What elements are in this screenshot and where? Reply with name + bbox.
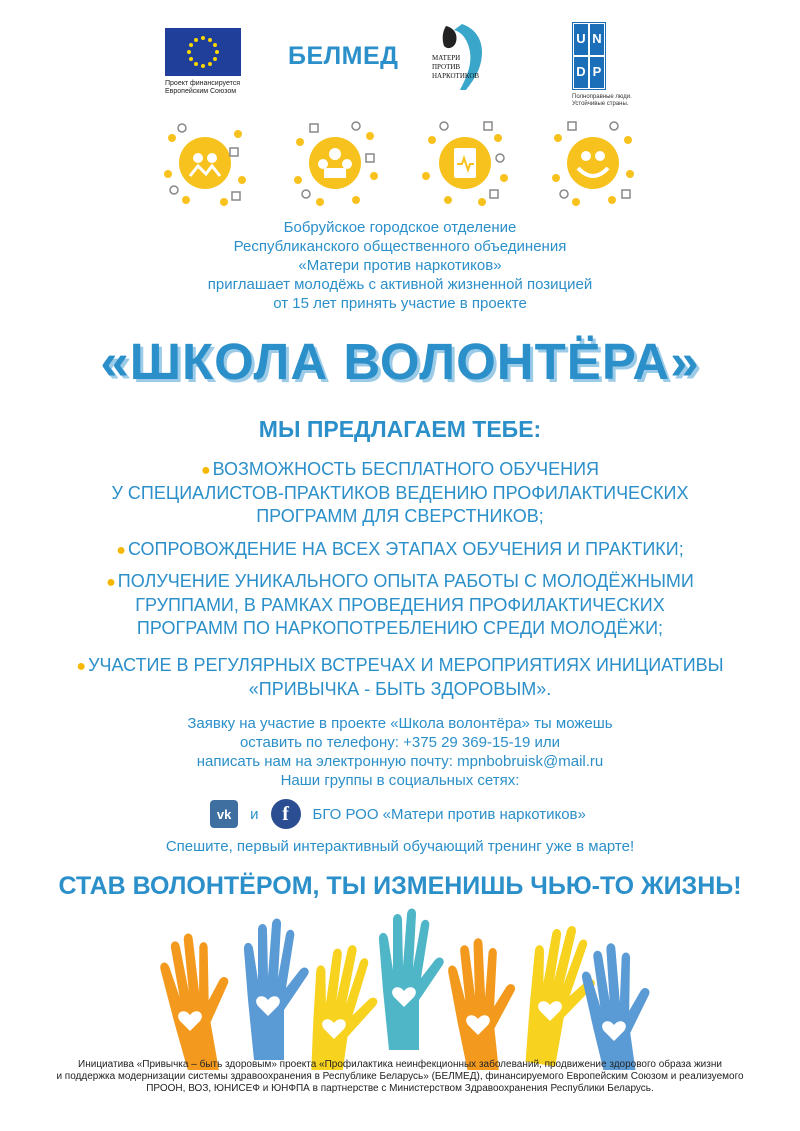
- contact-line: Наши группы в социальных сетях:: [280, 772, 520, 789]
- social-group-name[interactable]: БГО РОО «Матери против наркотиков»: [312, 805, 586, 823]
- bullet-icon: ●: [200, 462, 211, 479]
- footer-line: Инициатива «Привычка – быть здоровым» проекта «Профилактика неинфекционных заболеваний, продвижение здорового образа жизни: [78, 1059, 722, 1070]
- hand-orange-icon: [155, 928, 243, 1070]
- offer-text: ПОЛУЧЕНИЕ УНИКАЛЬНОГО ОПЫТА РАБОТЫ С МОЛОДЁЖНЫМИ: [117, 571, 694, 591]
- hand-orange-icon: [445, 935, 524, 1070]
- offer-item: [0, 458, 800, 528]
- bullet-icon: ●: [76, 658, 87, 675]
- bullet-icon: ●: [106, 574, 116, 591]
- contact-email-line: написать нам на электронную почту: mpnbobruisk@mail.ru: [196, 753, 604, 770]
- healthy-lifestyle-icon: [160, 118, 250, 208]
- social-and: и: [250, 805, 259, 823]
- undp-caption-line: Полноправные люди.: [572, 94, 632, 100]
- contact-info: [0, 714, 800, 790]
- offer-line: [0, 570, 800, 594]
- hand-blue-icon: [244, 918, 309, 1060]
- undp-logo: [572, 22, 652, 108]
- offer-text: ГРУППАМИ, В РАМКАХ ПРОВЕДЕНИЯ ПРОФИЛАКТИЧЕСКИХ: [135, 595, 665, 615]
- mpn-caption: [432, 54, 479, 81]
- belmed-logo: БЕЛМЕД: [288, 42, 399, 70]
- undp-caption: [572, 94, 642, 108]
- eu-flag-icon: [165, 28, 241, 76]
- offer-text: ВОЗМОЖНОСТЬ БЕСПЛАТНОГО ОБУЧЕНИЯ: [212, 459, 600, 479]
- caring-hands-icon: [548, 118, 638, 208]
- mpn-caption-line: ПРОТИВ: [432, 63, 461, 71]
- undp-letter: P: [590, 57, 604, 88]
- intro-line: Бобруйское городское отделение: [283, 219, 517, 236]
- medical-checkup-icon: [420, 118, 510, 208]
- intro-line: приглашает молодёжь с активной жизненной позицией: [207, 276, 593, 293]
- footer-line: и поддержка модернизации системы здравоохранения в Республике Беларусь» (БЕЛМЕД), финансируемого Европейским Союзом и реализуемого: [56, 1071, 744, 1082]
- offer-line: [0, 458, 800, 482]
- vk-icon[interactable]: vk: [210, 800, 238, 828]
- offer-text: ПРОГРАММ ПО НАРКОПОТРЕБЛЕНИЮ СРЕДИ МОЛОДЁЖИ;: [136, 618, 664, 638]
- mpn-caption-line: МАТЕРИ: [432, 54, 461, 62]
- offer-text: СОПРОВОЖДЕНИЕ НА ВСЕХ ЭТАПАХ ОБУЧЕНИЯ И ПРАКТИКИ;: [127, 539, 684, 559]
- intro-line: Республиканского общественного объединения: [233, 238, 567, 255]
- eu-caption: [165, 80, 243, 96]
- group-meeting-icon: [290, 118, 380, 208]
- offer-text: УЧАСТИЕ В РЕГУЛЯРНЫХ ВСТРЕЧАХ И МЕРОПРИЯТИЯХ ИНИЦИАТИВЫ: [88, 655, 724, 675]
- offer-text: ПРОГРАММ ДЛЯ СВЕРСТНИКОВ;: [256, 506, 544, 526]
- undp-caption-line: Устойчивые страны.: [572, 101, 629, 107]
- hand-yellow-icon: [301, 941, 385, 1070]
- footer-note: [0, 1059, 800, 1095]
- raised-hands-illustration: [120, 905, 680, 1070]
- hand-blue-icon: [578, 939, 662, 1070]
- contact-line: Заявку на участие в проекте «Школа волонтёра» ты можешь: [187, 715, 613, 732]
- undp-letter: D: [574, 57, 588, 88]
- eu-caption-line: Европейским Союзом: [165, 88, 237, 95]
- intro-line: от 15 лет принять участие в проекте: [273, 295, 527, 312]
- footer-line: ПРООН, ВОЗ, ЮНИСЕФ и ЮНФПА в партнерстве с Министерством Здравоохранения Республики Беларусь.: [146, 1083, 654, 1094]
- offer-item: [0, 570, 800, 640]
- training-announcement: Спешите, первый интерактивный обучающий тренинг уже в марте!: [165, 838, 635, 855]
- page-title: «ШКОЛА ВОЛОНТЁРА»: [100, 333, 700, 390]
- undp-letter: U: [574, 24, 588, 55]
- mothers-against-drugs-logo: [432, 22, 492, 92]
- mpn-caption-line: НАРКОТИКОВ: [432, 72, 480, 80]
- contact-phone-line: оставить по телефону: +375 29 369-15-19 или: [239, 734, 561, 751]
- offer-text: «ПРИВЫЧКА - БЫТЬ ЗДОРОВЫМ».: [248, 679, 552, 699]
- offer-text: У СПЕЦИАЛИСТОВ-ПРАКТИКОВ ВЕДЕНИЮ ПРОФИЛАКТИЧЕСКИХ: [111, 483, 689, 503]
- offer-heading: МЫ ПРЕДЛАГАЕМ ТЕБЕ:: [258, 416, 542, 442]
- offer-line: [0, 538, 800, 562]
- offer-item: [0, 538, 800, 562]
- undp-box: [572, 22, 606, 90]
- hand-teal-icon: [379, 908, 444, 1050]
- eu-caption-line: Проект финансируется: [165, 80, 241, 87]
- undp-letter: N: [590, 24, 604, 55]
- bullet-icon: ●: [116, 542, 126, 559]
- facebook-icon[interactable]: f: [271, 799, 301, 829]
- offer-line: [0, 654, 800, 678]
- social-links: [0, 799, 800, 829]
- eu-logo: [165, 28, 243, 96]
- intro-line: «Матери против наркотиков»: [298, 257, 502, 274]
- offer-item: [0, 654, 800, 701]
- intro-text: [0, 218, 800, 313]
- slogan: СТАВ ВОЛОНТЁРОМ, ТЫ ИЗМЕНИШЬ ЧЬЮ-ТО ЖИЗНЬ!: [58, 872, 742, 900]
